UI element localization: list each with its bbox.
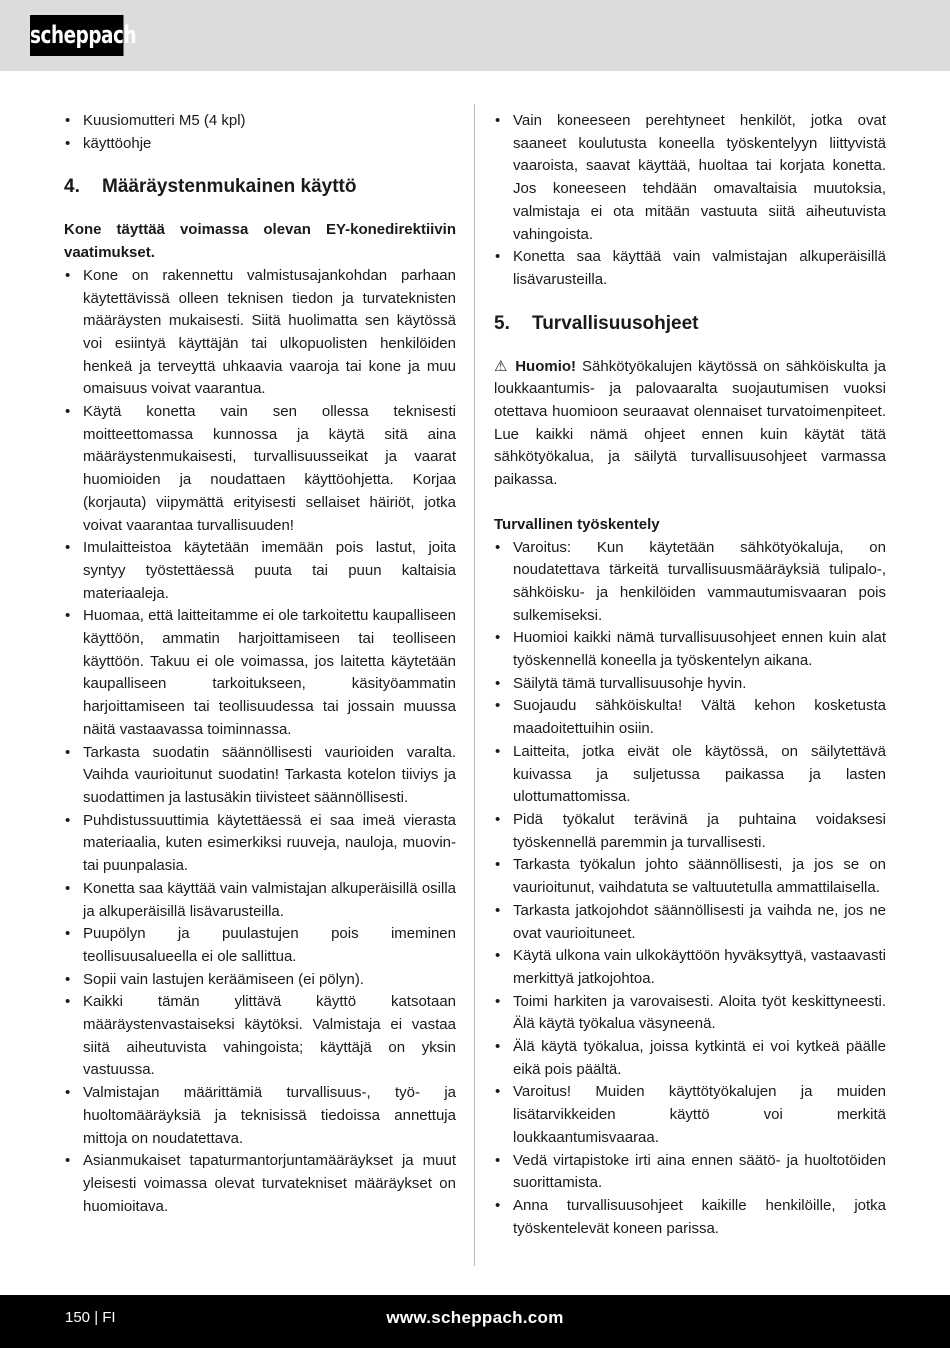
page-footer	[0, 1295, 950, 1348]
list-item: • Varoitus! Muiden käyttötyökalujen ja muiden lisätarvikkeiden käyttö voi merkitä loukkaantumisvaaraa.	[494, 1081, 886, 1149]
section-title: Turvallisuusohjeet	[532, 312, 699, 334]
subheading: Turvallinen työskentely	[494, 515, 660, 533]
section-heading-4	[64, 175, 456, 199]
list-item: • Puupölyn ja puulastujen pois imeminen teollisuusalueella ei ole sallittua.	[64, 923, 456, 968]
website-link[interactable]: www.scheppach.com	[386, 1308, 564, 1327]
list-item: • Käytä konetta vain sen ollessa teknisesti moitteettomassa kunnossa ja käytä sitä aina määräystenmukaisesti, turvallisuusseikat ja vaarat huomioiden ja noudattaen käyttöohjetta. Korjaa (korjauta) viipymättä erityisesti sellaiset häiriöt, jotka voivat vaarantaa turvallisuuden!	[64, 401, 456, 537]
safety-list	[494, 537, 886, 1241]
list-item: • Anna turvallisuusohjeet kaikille henkilöille, jotka työskentelevät koneen parissa.	[494, 1195, 886, 1240]
list-item: • Kuusiomutteri M5 (4 kpl)	[64, 110, 456, 133]
intro-list	[64, 110, 456, 155]
list-item: • Suojaudu sähköiskulta! Vältä kehon kosketusta maadoitettuihin osiin.	[494, 695, 886, 740]
page-header	[0, 0, 950, 71]
list-item: • Käytä ulkona vain ulkokäyttöön hyväksyttyä, vastaavasti merkittyä jatkojohtoa.	[494, 945, 886, 990]
list-item: • Säilytä tämä turvallisuusohje hyvin.	[494, 673, 886, 696]
warning-text: Sähkötyökalujen käytössä on sähköiskulta ja loukkaantumis- ja palovaaralta suojautumisen vuoksi otettava huomioon seuraavat olennaiset turvatoimenpiteet. Lue kaikki nämä ohjeet ennen kuin käytät tätä sähkötyökalua, ja säilytä turvallisuusohjeet varmassa paikassa.	[494, 357, 887, 489]
list-item: • Tarkasta jatkojohdot säännöllisesti ja vaihda ne, jos ne ovat vaurioituneet.	[494, 900, 886, 945]
warning-triangle-icon: ⚠	[494, 357, 516, 375]
list-item: • Tarkasta työkalun johto säännöllisesti, ja jos se on vaurioitunut, vaihdatuta se valtuutetulla ammattilaisella.	[494, 854, 886, 899]
list-item: • käyttöohje	[64, 133, 456, 156]
list-item: • Kaikki tämän ylittävä käyttö katsotaan määräystenvastaiseksi käytöksi. Valmistaja ei vastaa siitä aiheutuvista vahingoista; käyttäjä on yksin vastuussa.	[64, 991, 456, 1082]
list-item: • Varoitus: Kun käytetään sähkötyökaluja, on noudatettava tärkeitä turvallisuusmääräyksiä tulipalo-, sähköisku- ja henkilöiden vammautumisvaaran pois sulkemiseksi.	[494, 537, 886, 628]
list-item: • Älä käytä työkalua, joissa kytkintä ei voi kytkeä päälle eikä pois päältä.	[494, 1036, 886, 1081]
list-item: • Huomaa, että laitteitamme ei ole tarkoitettu kaupalliseen käyttöön, ammatin harjoittamiseen tai teolliseen käyttöön. Takuu ei ole voimassa, jos laitetta käytetään kaupalliseen tarkoitukseen, käsityöammatin harjoittamiseen tai teollisuudessa tai jossain muussa näitä vastaavassa toiminnassa.	[64, 605, 456, 741]
list-item: • Konetta saa käyttää vain valmistajan alkuperäisillä osilla ja alkuperäisillä lisävarusteilla.	[64, 878, 456, 923]
section-number: 4.	[64, 176, 80, 198]
usage-list	[64, 265, 456, 1219]
list-item: • Imulaitteistoa käytetään imemään pois lastut, joita syntyy työstettäessä puuta tai puun kaltaisia materiaaleja.	[64, 537, 456, 605]
section-heading-5	[494, 312, 886, 336]
top-list	[494, 110, 886, 292]
list-item: • Vedä virtapistoke irti aina ennen säätö- ja huoltotöiden suorittamista.	[494, 1150, 886, 1195]
list-item: • Huomioi kaikki nämä turvallisuusohjeet ennen kuin alat työskennellä koneella ja työskentelyn aikana.	[494, 627, 886, 672]
list-item: • Tarkasta suodatin säännöllisesti vaurioiden varalta. Vaihda vaurioitunut suodatin! Tarkasta kotelon tiiviys ja suodattimen ja lastusäkin tiivisteet säännöllisesti.	[64, 742, 456, 810]
page-number: 150 | FI	[65, 1309, 116, 1326]
lead-text: Kone täyttää voimassa olevan EY-konedirektiivin vaatimukset.	[64, 221, 456, 262]
column-divider	[474, 104, 475, 1266]
list-item: • Puhdistussuuttimia käytettäessä ei saa imeä vierasta materiaalia, kuten esimerkiksi ruuveja, nauloja, muovin- tai puunpalasia.	[64, 810, 456, 878]
right-column	[494, 110, 886, 1240]
list-item: • Konetta saa käyttää vain valmistajan alkuperäisillä lisävarusteilla.	[494, 246, 886, 291]
list-item: • Asianmukaiset tapaturmantorjuntamääräykset ja muut yleisesti voimassa olevat turvatekniset määräykset on huomioitava.	[64, 1150, 456, 1218]
warning-paragraph	[494, 356, 886, 492]
list-item: • Valmistajan määrittämiä turvallisuus-, työ- ja huoltomääräyksiä ja teknisissä tiedoissa annettuja mittoja on noudatettava.	[64, 1082, 456, 1150]
list-item: • Toimi harkiten ja varovaisesti. Aloita työt keskittyneesti. Älä käytä työkalua väsyneenä.	[494, 991, 886, 1036]
list-item: • Sopii vain lastujen keräämiseen (ei pölyn).	[64, 969, 456, 992]
list-item: • Vain koneeseen perehtyneet henkilöt, jotka ovat saaneet koulutusta koneella työskentelyyn liittyvistä vaaroista, saavat käyttää, huoltaa tai korjata konetta. Jos koneeseen tehdään omavaltaisia muutoksia, valmistaja ei ota mitään vastuuta siitä aiheutuvista vahingoista.	[494, 110, 886, 246]
list-item: • Laitteita, jotka eivät ole käytössä, on säilytettävä kuivassa ja suljetussa paikassa ja lasten ulottumattomissa.	[494, 741, 886, 809]
list-item: • Kone on rakennettu valmistusajankohdan parhaan käytettävissä olleen teknisen tiedon ja turvateknisten määräysten mukaisesti. Siitä huolimatta sen käytössä voi esiintyä käyttäjän tai ulkopuolisten henkilöiden henkeä ja terveyttä uhkaavia vaaroja tai kone ja muu omaisuus voivat vaarantua.	[64, 265, 456, 401]
left-column	[64, 110, 456, 1218]
list-item: • Pidä työkalut terävinä ja puhtaina voidaksesi työskennellä paremmin ja turvallisesti.	[494, 809, 886, 854]
section-title: Määräystenmukainen käyttö	[102, 176, 357, 198]
warning-label: Huomio!	[515, 357, 577, 375]
scheppach-logo: scheppach	[30, 15, 124, 56]
section-number: 5.	[494, 312, 510, 334]
